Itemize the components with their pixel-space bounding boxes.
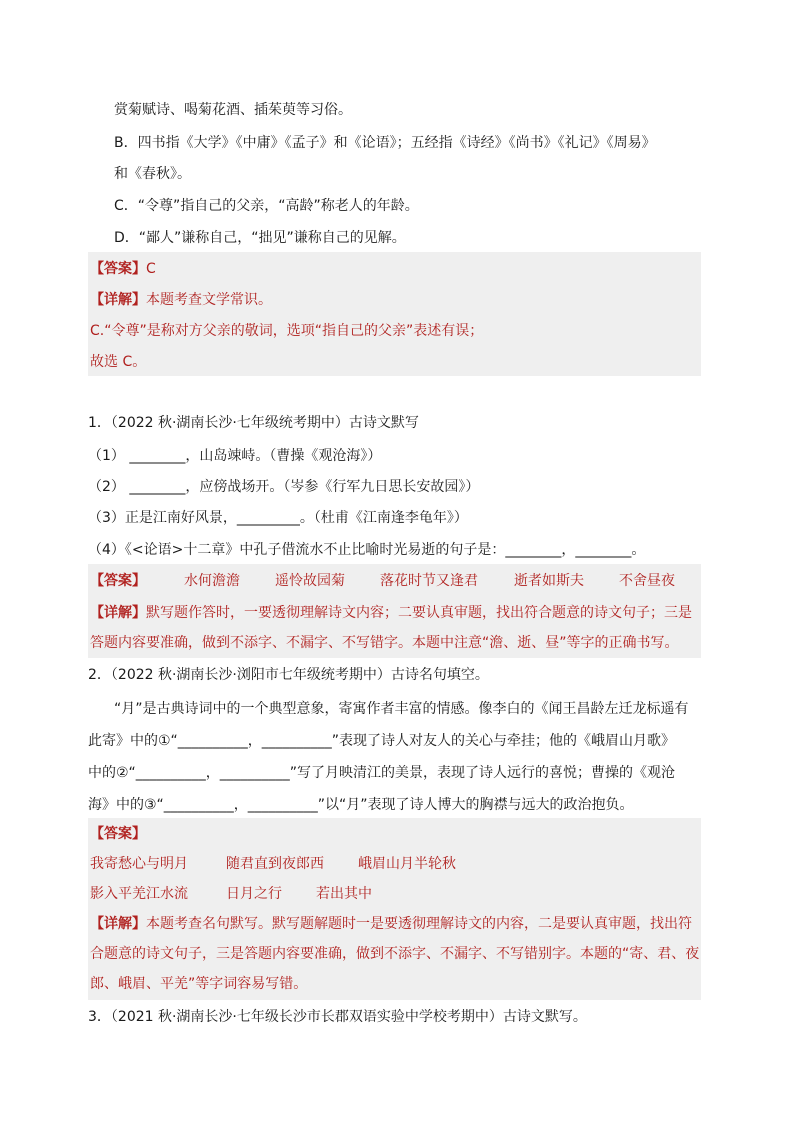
prev-explanation-1: C.“令尊”是称对方父亲的敬词，选项“指自己的父亲”表述有误； — [90, 323, 484, 339]
q2-detail-3: 郎、峨眉、平羌”等字词容易写错。 — [90, 976, 308, 992]
detail-tag: 【详解】 — [90, 605, 146, 621]
q3-title: 3．（2021 秋·湖南长沙·七年级长沙市长郡双语实验中学校考期中）古诗文默写。 — [88, 1009, 587, 1025]
q2-answer-item: 我寄愁心与明月 — [90, 856, 188, 872]
q2-para-3: 中的②“__________，__________”写了月映清江的美景，表现了诗人远行的喜悦；曹操的《观沧 — [88, 765, 676, 781]
q1-answer-item: 遥怜故园菊 — [275, 573, 345, 589]
q1-title: 1．（2022 秋·湖南长沙·七年级统考期中）古诗文默写 — [88, 415, 419, 431]
q1-answer-item: 落花时节又逢君 — [380, 573, 478, 589]
option-d: D．“鄙人”谦称自己，“拙见”谦称自己的见解。 — [114, 230, 406, 246]
detail-text: 本题考查文学常识。 — [146, 292, 272, 308]
option-b-line2: 和《春秋》。 — [114, 166, 191, 182]
q2-answer-box — [88, 818, 701, 1000]
answer-tag: 【答案】 — [90, 573, 146, 589]
q2-answer-item: 影入平羌江水流 — [90, 886, 188, 902]
prev-detail — [90, 290, 272, 310]
detail-tag: 【详解】 — [90, 292, 146, 308]
answer-tag: 【答案】 — [90, 826, 146, 842]
q2-answer — [90, 824, 146, 844]
prev-answer-box — [88, 252, 701, 376]
detail-text: 默写题作答时，一要透彻理解诗文内容；二要认真审题，找出符合题意的诗文句子；三是 — [146, 605, 692, 621]
q1-sub2: （2） ________，应傍战场开。（岑参《行军九日思长安故园》） — [88, 479, 480, 495]
answer-value: C — [146, 261, 156, 277]
q2-answer-item: 随君直到夜郎西 — [226, 856, 324, 872]
prev-explanation-2: 故选 C。 — [90, 354, 147, 370]
q2-para-4: 海》中的③“__________，__________”以“月”表现了诗人博大的胸襟与远大的政治抱负。 — [88, 797, 634, 813]
option-c: C．“令尊”指自己的父亲，“高龄”称老人的年龄。 — [114, 198, 419, 214]
q1-detail-2: 答题内容要准确，做到不添字、不漏字、不写错字。本题中注意“澹、逝、昼”等字的正确书写。 — [90, 635, 679, 651]
q1-answer-item: 不舍昼夜 — [619, 573, 675, 589]
q2-para-1: “月”是古典诗词中的一个典型意象，寄寓作者丰富的情感。像李白的《闻王昌龄左迁龙标遥有 — [114, 701, 689, 717]
answer-tag: 【答案】 — [90, 261, 146, 277]
q1-sub3: （3）正是江南好风景，_________。（杜甫《江南逢李龟年》） — [88, 510, 468, 526]
q2-para-2: 此寄》中的①“__________，__________”表现了诗人对友人的关心与牵挂；他的《峨眉山月歌》 — [88, 733, 676, 749]
q1-sub4: （4）《<论语>十二章》中孔子借流水不止比喻时光易逝的句子是：________，________。 — [88, 542, 646, 558]
prev-answer — [90, 259, 156, 279]
detail-text: 本题考查名句默写。默写题解题时一是要透彻理解诗文的内容，二是要认真审题，找出符 — [146, 916, 692, 932]
q2-title: 2．（2022 秋·湖南长沙·浏阳市七年级统考期中）古诗名句填空。 — [88, 667, 489, 683]
detail-tag: 【详解】 — [90, 916, 146, 932]
option-b-line1: B．四书指《大学》《中庸》《孟子》和《论语》；五经指《诗经》《尚书》《礼记》《周易》 — [114, 135, 656, 151]
q2-detail-2: 合题意的诗文句子，三是答题内容要准确，做到不添字、不漏字、不写错别字。本题的“寄、君、夜 — [90, 946, 700, 962]
q2-answer-item: 日月之行 — [226, 886, 282, 902]
q1-detail — [90, 603, 692, 623]
q1-sub1: （1） ________，山岛竦峙。（曹操《观沧海》） — [88, 448, 382, 464]
q2-detail — [90, 914, 692, 934]
q1-answer-item: 逝者如斯夫 — [514, 573, 584, 589]
q2-answer-item: 峨眉山月半轮秋 — [358, 856, 456, 872]
q2-answer-item: 若出其中 — [316, 886, 372, 902]
q1-answer-item: 水何澹澹 — [184, 573, 240, 589]
q1-answer — [90, 571, 146, 591]
prev-continuation: 赏菊赋诗、喝菊花酒、插茱萸等习俗。 — [114, 102, 352, 118]
